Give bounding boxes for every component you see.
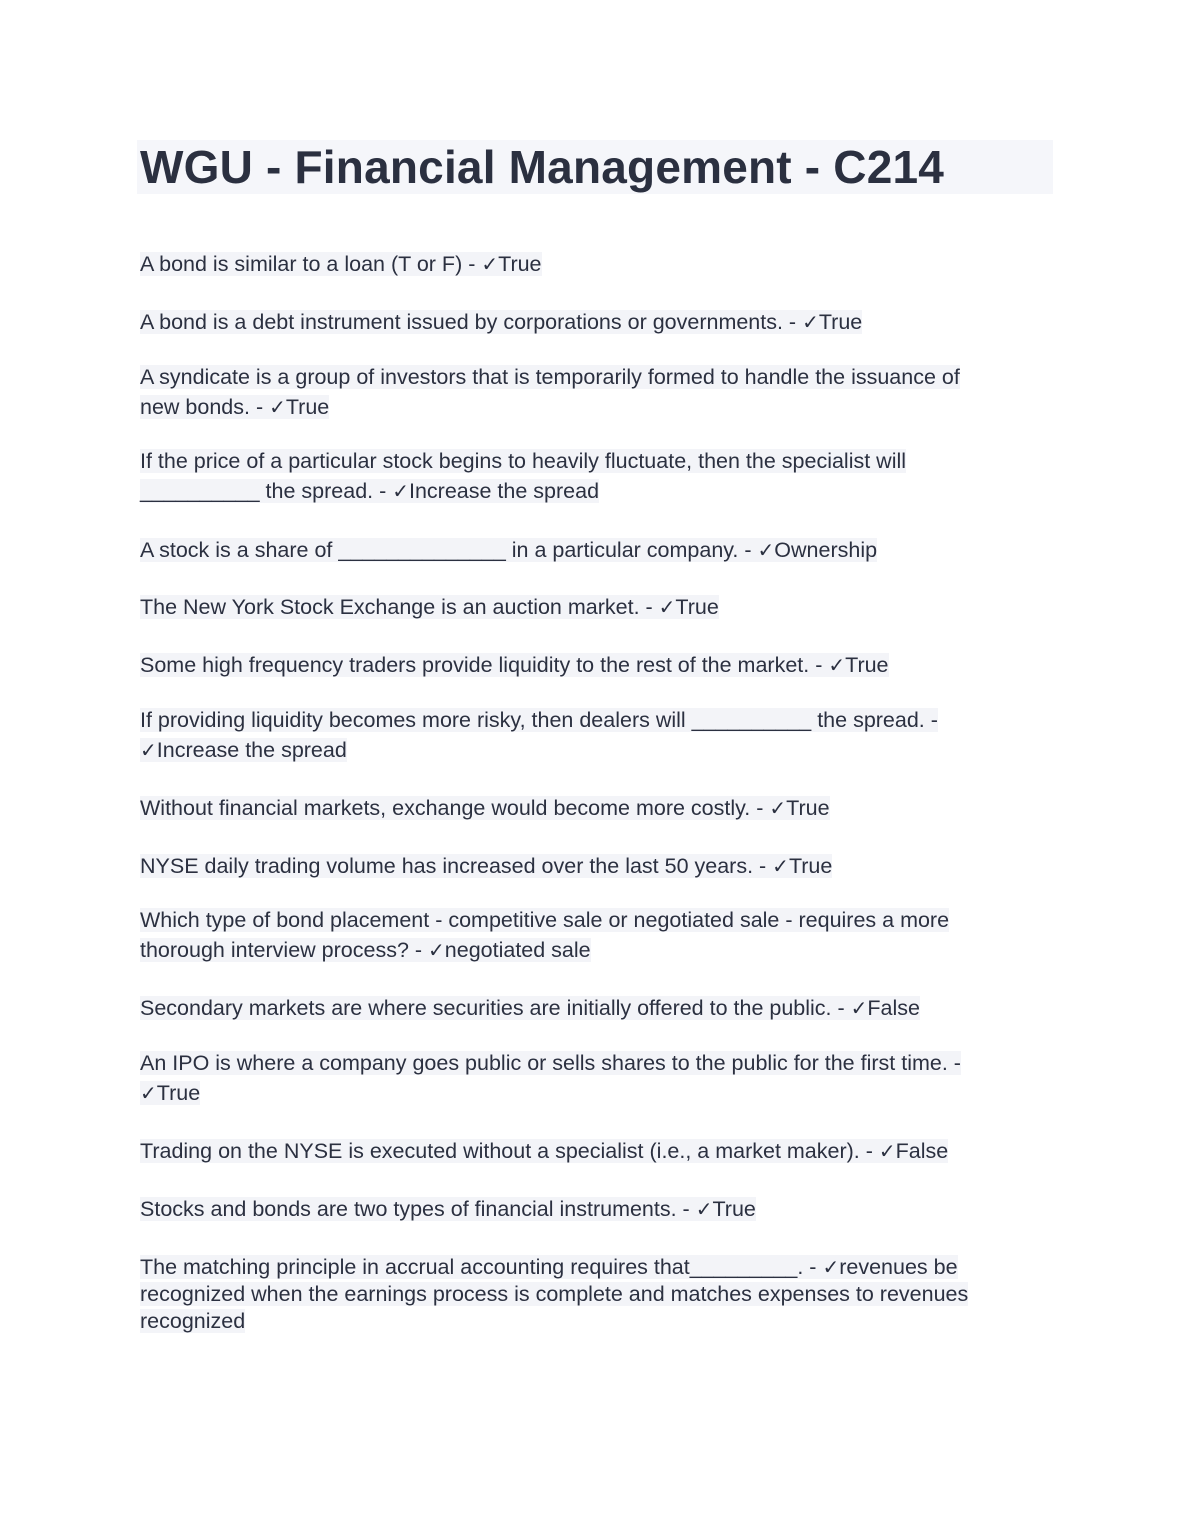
qa-item-3	[140, 362, 960, 422]
question-text: The New York Stock Exchange is an auction market. -	[140, 595, 659, 619]
check-icon: ✓	[695, 1197, 713, 1221]
answer-text: negotiated sale	[444, 938, 591, 962]
question-text: Without financial markets, exchange would become more costly. -	[140, 796, 770, 820]
answer-text: True	[788, 854, 833, 878]
question-text: A stock is a share of ______________ in a particular company. -	[140, 538, 758, 562]
question-text: The matching principle in accrual accounting requires that_________. -	[140, 1255, 823, 1279]
question-text: A syndicate is a group of investors that is temporarily formed to handle the issuance of	[140, 365, 960, 389]
question-text: Secondary markets are where securities are initially offered to the public. -	[140, 996, 851, 1020]
question-text: A bond is a debt instrument issued by corporations or governments. -	[140, 310, 803, 334]
check-icon: ✓	[428, 938, 445, 962]
qa-item-11	[140, 905, 949, 965]
answer-text: True	[712, 1197, 756, 1221]
qa-item-4	[140, 446, 906, 506]
qa-item-10	[140, 851, 832, 881]
answer-text: True	[285, 395, 330, 419]
check-icon: ✓	[850, 996, 868, 1020]
answer-text: Ownership	[774, 538, 878, 562]
answer-text: revenues be	[839, 1255, 958, 1279]
check-icon: ✓	[878, 1139, 896, 1163]
check-icon: ✓	[140, 738, 157, 762]
document-title: WGU - Financial Management - C214	[140, 141, 945, 193]
qa-item-2	[140, 307, 862, 337]
qa-item-5	[140, 535, 877, 565]
answer-text: Increase the spread	[409, 479, 600, 503]
qa-item-9	[140, 793, 830, 823]
question-text: A bond is similar to a loan (T or F) -	[140, 252, 482, 276]
check-icon: ✓	[481, 252, 499, 276]
question-text-cont: thorough interview process? -	[140, 938, 429, 962]
check-icon: ✓	[772, 854, 789, 878]
question-text: Stocks and bonds are two types of financial instruments. -	[140, 1197, 696, 1221]
answer-text-cont: recognized when the earnings process is complete and matches expenses to revenues	[140, 1282, 969, 1306]
qa-item-8	[140, 705, 938, 765]
check-icon: ✓	[757, 538, 775, 562]
answer-text: True	[498, 252, 542, 276]
qa-item-15	[140, 1194, 756, 1224]
question-text: If the price of a particular stock begins to heavily fluctuate, then the specialist will	[140, 449, 907, 473]
qa-item-13	[140, 1048, 961, 1108]
qa-item-14	[140, 1136, 948, 1166]
question-text-cont: new bonds. -	[140, 395, 270, 419]
answer-text: True	[786, 796, 830, 820]
check-icon: ✓	[658, 595, 676, 619]
question-text: NYSE daily trading volume has increased over the last 50 years. -	[140, 854, 773, 878]
question-text: If providing liquidity becomes more risky, then dealers will __________ the spread. -	[140, 708, 938, 732]
qa-item-16	[140, 1254, 968, 1335]
answer-text: True	[818, 310, 863, 334]
check-icon: ✓	[392, 479, 409, 503]
check-icon: ✓	[269, 395, 286, 419]
qa-item-6	[140, 592, 719, 622]
question-text: An IPO is where a company goes public or sells shares to the public for the first time. -	[140, 1051, 961, 1075]
question-text: Which type of bond placement - competitive sale or negotiated sale - requires a more	[140, 908, 950, 932]
check-icon: ✓	[769, 796, 787, 820]
check-icon: ✓	[802, 310, 819, 334]
answer-text: True	[675, 595, 719, 619]
qa-item-1	[140, 249, 542, 279]
answer-text: True	[156, 1081, 201, 1105]
answer-text: False	[867, 996, 920, 1020]
answer-text: True	[845, 653, 889, 677]
check-icon: ✓	[828, 653, 846, 677]
question-text: Some high frequency traders provide liquidity to the rest of the market. -	[140, 653, 829, 677]
qa-item-12	[140, 993, 920, 1023]
answer-text-cont: recognized	[140, 1309, 246, 1333]
question-text: Trading on the NYSE is executed without a specialist (i.e., a market maker). -	[140, 1139, 879, 1163]
question-text-cont: __________ the spread. -	[140, 479, 393, 503]
answer-text: Increase the spread	[156, 738, 347, 762]
answer-text: False	[895, 1139, 949, 1163]
qa-item-7	[140, 650, 889, 680]
check-icon: ✓	[140, 1081, 157, 1105]
check-icon: ✓	[822, 1255, 840, 1279]
